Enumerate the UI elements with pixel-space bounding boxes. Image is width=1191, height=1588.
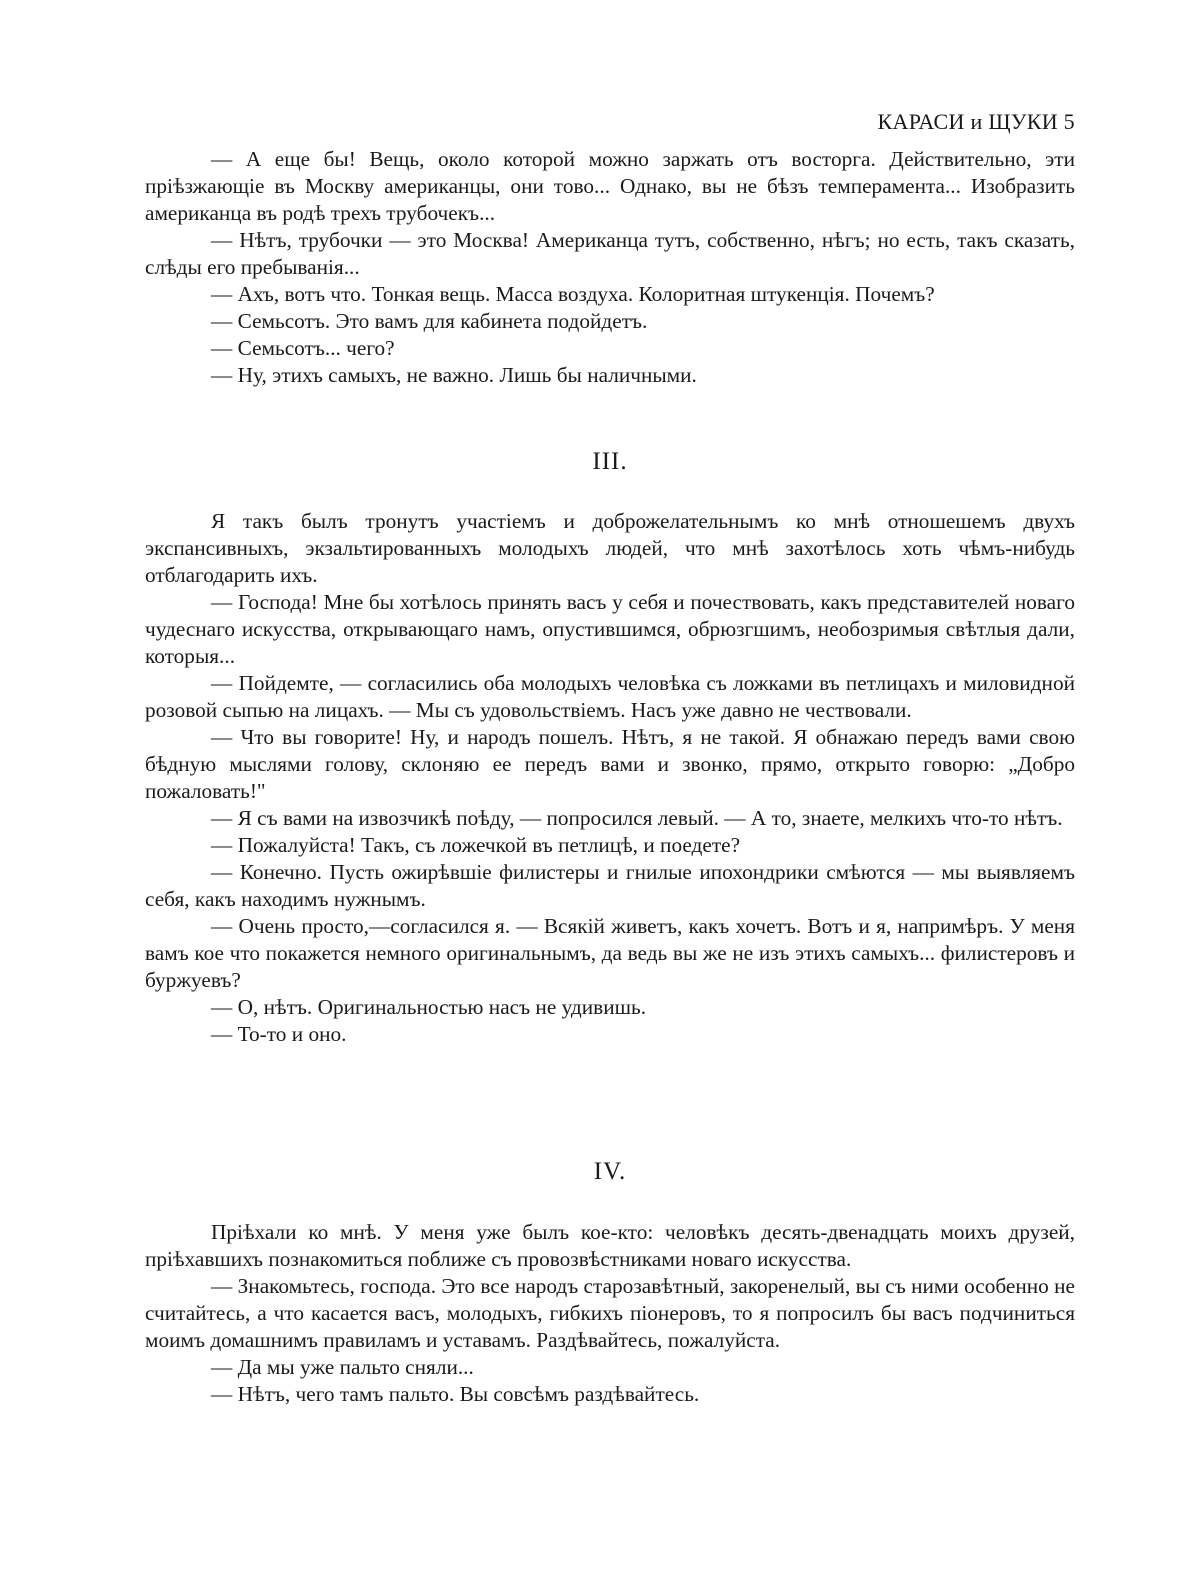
paragraph: — Пойдемте, — согласились оба молодыхъ человѣка съ ложками въ петлицахъ и миловидной розовой сыпью на лицахъ. — Мы съ удовольствiемъ. Насъ уже давно не чествовали.: [145, 671, 1075, 722]
paragraph: — О, нѣтъ. Оригинальностью насъ не удивишь.: [211, 995, 647, 1019]
section-top: [145, 146, 1075, 389]
paragraph: — Очень просто,—согласился я. — Всякiй живетъ, какъ хочетъ. Вотъ и я, напримѣръ. У меня вамъ кое что покажется немного оригинальнымъ, да ведь вы же не изъ этихъ самыхъ... филистеровъ и буржуевъ?: [145, 914, 1075, 992]
paragraph: — Что вы говорите! Ну, и народъ пошелъ. Нѣтъ, я не такой. Я обнажаю передъ вами свою бѣдную мыслями голову, склоняю ее передъ вами и звонко, прямо, открыто говорю: „Добро пожаловать!": [145, 725, 1075, 803]
paragraph: — Нѣтъ, чего тамъ пальто. Вы совсѣмъ раздѣвайтесь.: [211, 1382, 700, 1406]
chapter-heading-3: III.: [592, 448, 628, 475]
paragraph: Я такъ былъ тронутъ участiемъ и доброжелательнымъ ко мнѣ отношешемъ двухъ экспансивныхъ, экзальтированныхъ молодыхъ людей, что мнѣ захотѣлось хоть чѣмъ-нибудь отблагодарить ихъ.: [145, 509, 1075, 587]
paragraph: — Ну, этихъ самыхъ, не важно. Лишь бы наличными.: [211, 363, 697, 387]
chapter-heading-4: IV.: [593, 1158, 627, 1185]
paragraph: — Да мы уже пальто сняли...: [211, 1355, 474, 1379]
paragraph: — Конечно. Пусть ожирѣвшiе филистеры и гнилые ипохондрики смѣются — мы выявляемъ себя, какъ находимъ нужнымъ.: [145, 860, 1075, 911]
paragraph: Прiѣхали ко мнѣ. У меня уже былъ кое-кто: человѣкъ десять-двенадцать моихъ друзей, прiѣхавшихъ познакомиться поближе съ провозвѣстниками новаго искусства.: [145, 1220, 1075, 1271]
section-4: [145, 1219, 1075, 1408]
paragraph: — Знакомьтесь, господа. Это все народъ старозавѣтный, закоренелый, вы съ ними особенно не считайтесь, а что касается васъ, молодыхъ, гибкихъ пiонеровъ, то я попросилъ бы васъ подчиниться моимъ домашнимъ правиламъ и уставамъ. Раздѣвайтесь, пожалуйста.: [145, 1274, 1075, 1352]
paragraph: — Семьсотъ. Это вамъ для кабинета подойдетъ.: [211, 309, 648, 333]
paragraph: — То-то и оно.: [211, 1022, 347, 1046]
paragraph: — Я съ вами на извозчикѣ поѣду, — попросился левый. — А то, знаете, мелкихъ что-то нѣтъ.: [211, 806, 1063, 830]
paragraph: — А еще бы! Вещь, около которой можно заржать отъ восторга. Действительно, эти прiѣзжающiе въ Москву американцы, они тово... Однако, вы не бѣзъ темперамента... Изобразить американца въ родѣ трехъ трубочекъ...: [145, 147, 1075, 225]
paragraph: — Господа! Мне бы хотѣлось принять васъ у себя и почествовать, какъ представителей новаго чудеснаго искусства, открывающаго намъ, опустившимся, обрюзгшимъ, необозримыя свѣтлыя дали, которыя...: [145, 590, 1075, 668]
paragraph: — Нѣтъ, трубочки — это Москва! Американца тутъ, собственно, нѣгъ; но есть, такъ сказать, слѣды его пребыванiя...: [145, 228, 1075, 279]
paragraph: — Семьсотъ... чего?: [211, 336, 395, 360]
paragraph: — Ахъ, вотъ что. Тонкая вещь. Масса воздуха. Колоритная штукенцiя. Почемъ?: [211, 282, 935, 306]
running-head: КАРАСИ и ЩУКИ 5: [877, 109, 1075, 134]
section-3: [145, 508, 1075, 1048]
paragraph: — Пожалуйста! Такъ, съ ложечкой въ петлицѣ, и поедете?: [211, 833, 741, 857]
